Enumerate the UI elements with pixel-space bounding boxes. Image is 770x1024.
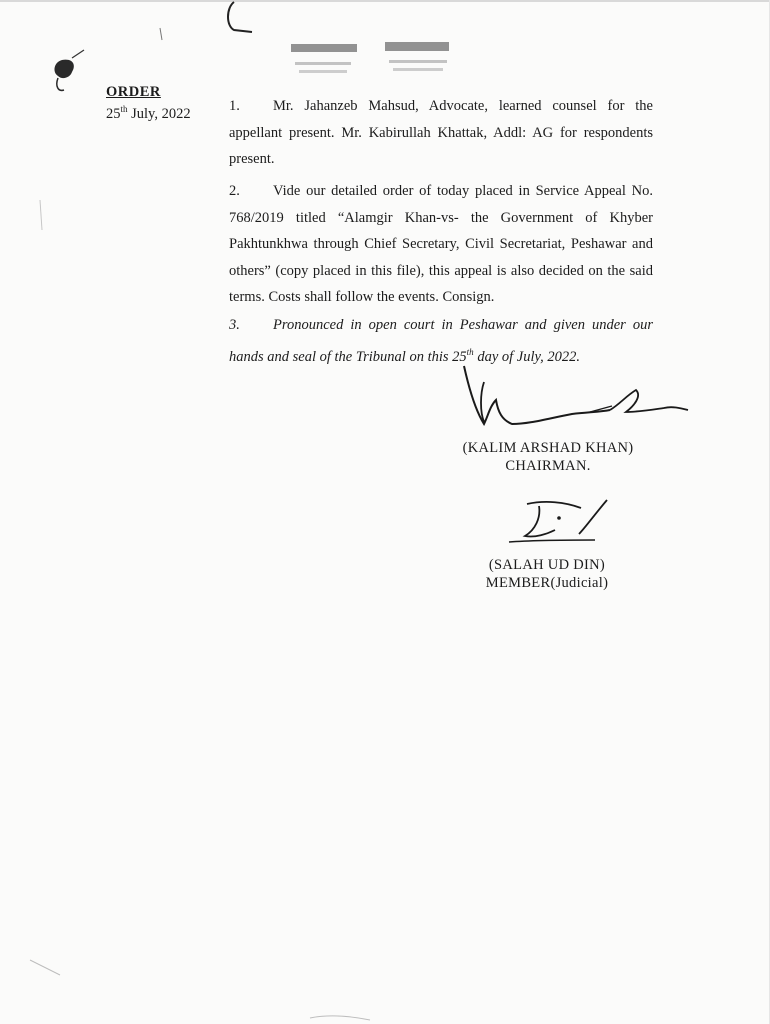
paragraph-2 [229,178,653,311]
paragraph-3-sup: th [466,346,474,357]
paragraph-3-text-after: day of July, 2022. [473,348,581,365]
paragraph-3-number: 3. [229,317,240,333]
order-date-day: 25 [106,105,121,122]
paragraph-1-number: 1. [229,98,240,114]
paragraph-2-text: Vide our detailed order of today placed in Service Appeal No. 768/2019 titled “Alamgir Khan-vs- the Government of Khyber Pakhtunkhwa through Chief Secretary, Civil Secretariat, Peshawar and others” (copy placed in this file), this appeal is also decided on the said terms. Costs shall follow the events. Consign. [229,183,653,305]
paragraph-2-number: 2. [229,183,240,199]
order-date-suffix: th [120,104,128,114]
order-date-rest: July, 2022 [127,105,191,122]
order-title: ORDER [106,84,161,100]
member-designation: MEMBER(Judicial) [485,575,609,591]
chairman-signature-block [448,439,648,475]
paragraph-1 [229,93,653,173]
chairman-designation: CHAIRMAN. [505,458,591,474]
order-date [106,101,191,123]
ink-blot-mark [55,60,74,78]
chairman-name: (KALIM ARSHAD KHAN) [462,440,634,456]
member-signature [495,494,625,554]
chairman-signature [450,360,695,440]
stamp-impression [285,36,465,86]
corner-pen-mark [228,2,252,32]
order-margin-note [106,84,191,123]
member-signature-block [462,556,632,592]
paragraph-3-text-before: Pronounced in open court in Peshawar and given under our hands and seal of the Tribunal on this 25 [229,317,653,365]
paragraph-1-text: Mr. Jahanzeb Mahsud, Advocate, learned counsel for the appellant present. Mr. Kabirullah Khattak, Addl: AG for respondents present. [229,98,653,167]
member-name: (SALAH UD DIN) [488,557,606,573]
